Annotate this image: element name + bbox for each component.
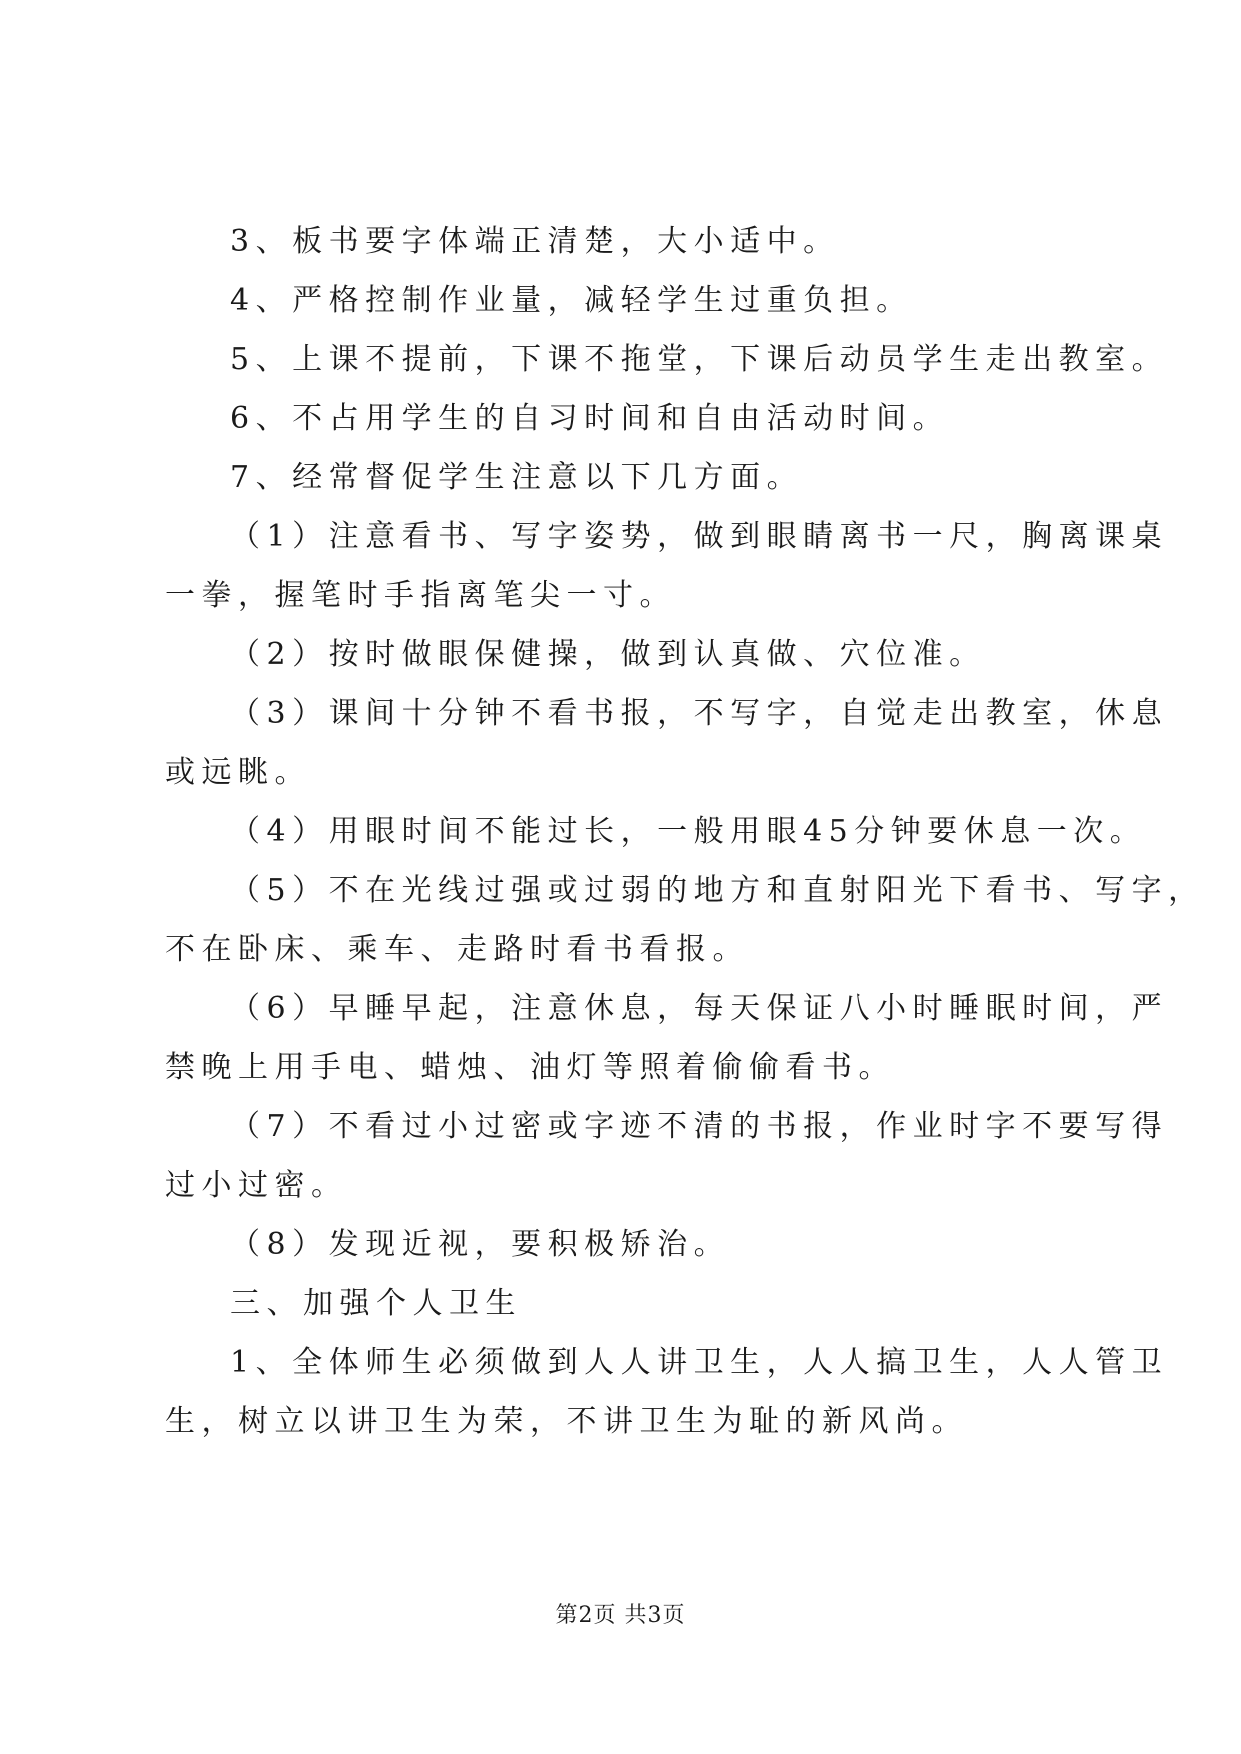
paragraph-line: 不在卧床、乘车、走路时看书看报。 [165,932,749,967]
paragraph-line: （8）发现近视，要积极矫治。 [230,1227,731,1262]
paragraph-line: 7、经常督促学生注意以下几方面。 [230,460,804,495]
paragraph-line: （6）早睡早起，注意休息，每天保证八小时睡眠时间，严 [230,991,1169,1026]
paragraph-line: 5、上课不提前，下课不拖堂，下课后动员学生走出教室。 [230,342,1169,377]
paragraph-line: 3、板书要字体端正清楚，大小适中。 [230,224,840,259]
paragraph-line: 一拳，握笔时手指离笔尖一寸。 [165,578,676,613]
paragraph-line: （4）用眼时间不能过长，一般用眼45分钟要休息一次。 [230,814,1147,849]
paragraph-line: 4、严格控制作业量，减轻学生过重负担。 [230,283,913,318]
paragraph-line: 禁晚上用手电、蜡烛、油灯等照着偷偷看书。 [165,1050,895,1085]
page-number-footer: 第2页 共3页 [555,1603,686,1628]
paragraph-line: （3）课间十分钟不看书报，不写字，自觉走出教室，休息 [230,696,1169,731]
paragraph-line: （5）不在光线过强或过弱的地方和直射阳光下看书、写字， [230,873,1205,908]
paragraph-line: 生，树立以讲卫生为荣，不讲卫生为耻的新风尚。 [165,1404,968,1439]
paragraph-line: 或远眺。 [165,755,311,790]
paragraph-line: 1、全体师生必须做到人人讲卫生，人人搞卫生，人人管卫 [230,1345,1169,1380]
paragraph-line: 6、不占用学生的自习时间和自由活动时间。 [230,401,950,436]
paragraph-line: 过小过密。 [165,1168,348,1203]
paragraph-line: （7）不看过小过密或字迹不清的书报，作业时字不要写得 [230,1109,1169,1144]
paragraph-line: （1）注意看书、写字姿势，做到眼睛离书一尺，胸离课桌 [230,519,1169,554]
paragraph-line: （2）按时做眼保健操，做到认真做、穴位准。 [230,637,986,672]
section-heading: 三、加强个人卫生 [230,1286,522,1321]
